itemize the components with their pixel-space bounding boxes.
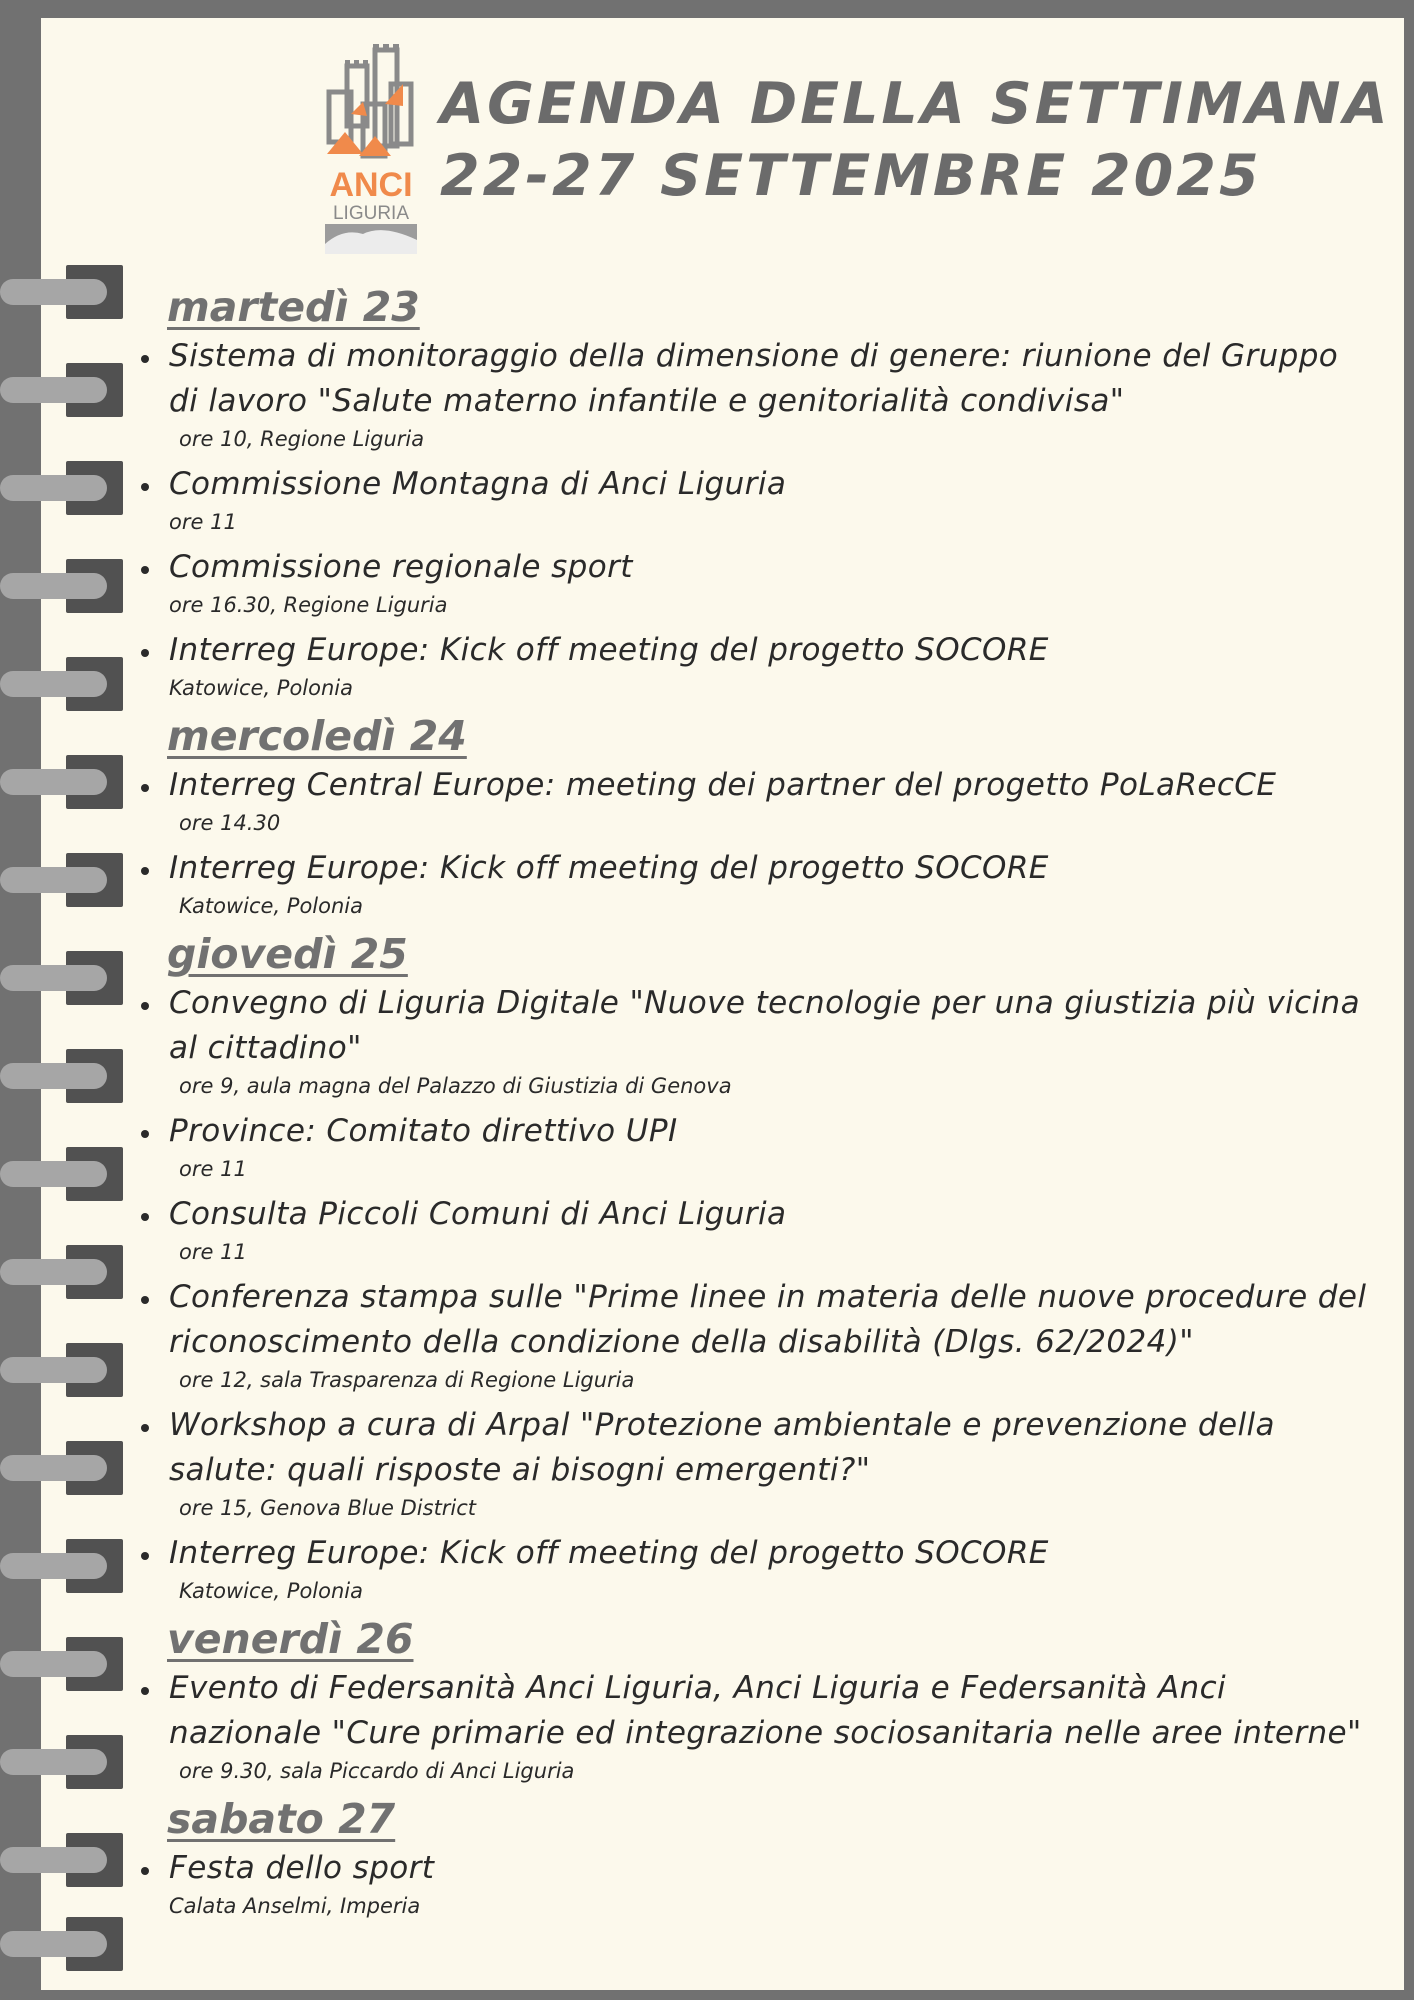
title-line-1: AGENDA DELLA SETTIMANA [440,71,1391,137]
ring-icon [0,851,125,909]
ring-icon [0,1243,125,1301]
ring-icon [0,949,125,1007]
day-section [135,929,1375,1606]
ring-icon [0,1733,125,1791]
event-list [135,1666,1375,1786]
event-detail: Calata Anselmi, Imperia [169,1894,421,1918]
ring-icon [0,753,125,811]
spiral-binding [0,0,130,2000]
day-heading: martedì 23 [167,283,420,331]
event-title: Consulta Piccoli Comuni di Anci Liguria [169,1196,787,1232]
event-detail: ore 14.30 [179,811,281,835]
list-item [135,1109,1375,1184]
event-detail: Katowice, Polonia [169,676,354,700]
ring-icon [0,655,125,713]
ring-icon [0,1831,125,1889]
ring-icon [0,557,125,615]
event-title: Evento di Federsanità Anci Liguria, Anci Liguria e Federsanità Anci nazionale "Cure primarie ed integrazione sociosanitaria nelle aree interne" [169,1670,1362,1751]
event-title: Interreg Europe: Kick off meeting del progetto SOCORE [169,1535,1049,1571]
event-detail: ore 9.30, sala Piccardo di Anci Liguria [179,1759,575,1783]
day-section [135,1794,1375,1921]
ring-icon [0,361,125,419]
day-section [135,1614,1375,1786]
event-detail: ore 11 [169,510,237,534]
event-list [135,334,1375,703]
event-title: Interreg Europe: Kick off meeting del progetto SOCORE [169,850,1049,886]
ring-icon [0,1635,125,1693]
day-heading: sabato 27 [167,1795,396,1843]
event-detail: ore 15, Genova Blue District [179,1496,477,1520]
event-detail: ore 9, aula magna del Palazzo di Giustizia di Genova [179,1074,732,1098]
day-heading: venerdì 26 [167,1615,414,1663]
ring-icon [0,1537,125,1595]
list-item [135,1192,1375,1267]
list-item [135,763,1375,838]
ring-icon [0,1439,125,1497]
svg-text:LIGURIA: LIGURIA [332,203,410,224]
ring-icon [0,263,125,321]
event-title: Sistema di monitoraggio della dimensione di genere: riunione del Gruppo di lavoro "Salute materno infantile e genitorialità condivisa" [169,338,1339,419]
day-heading: giovedì 25 [167,930,408,978]
page-title [440,68,1391,212]
event-detail: ore 12, sala Trasparenza di Regione Liguria [179,1368,635,1392]
list-item [135,334,1375,454]
event-title: Interreg Central Europe: meeting dei partner del progetto PoLaRecCE [169,767,1277,803]
list-item [135,1275,1375,1395]
event-title: Interreg Europe: Kick off meeting del progetto SOCORE [169,632,1049,668]
list-item [135,846,1375,921]
event-title: Convegno di Liguria Digitale "Nuove tecnologie per una giustizia più vicina al cittadino" [169,985,1361,1066]
event-title: Commissione Montagna di Anci Liguria [169,466,787,502]
day-section [135,711,1375,921]
event-title: Workshop a cura di Arpal "Protezione ambientale e prevenzione della salute: quali risposte ai bisogni emergenti?" [169,1407,1275,1488]
list-item [135,981,1375,1101]
ring-icon [0,1915,125,1973]
event-title: Commissione regionale sport [169,549,633,585]
event-title: Conferenza stampa sulle "Prime linee in materia delle nuove procedure del riconoscimento della condizione della disabilità (Dlgs. 62/2024)" [169,1279,1367,1360]
event-list [135,1846,1375,1921]
list-item [135,1846,1375,1921]
event-list [135,981,1375,1606]
agenda [135,278,1375,1929]
ring-icon [0,459,125,517]
title-line-2: 22-27 SETTEMBRE 2025 [440,143,1262,209]
list-item [135,545,1375,620]
list-item [135,462,1375,537]
svg-text:ANCI: ANCI [329,166,413,204]
event-title: Festa dello sport [169,1850,435,1886]
event-detail: ore 11 [179,1240,247,1264]
list-item [135,1531,1375,1606]
ring-icon [0,1145,125,1203]
event-detail: Katowice, Polonia [179,1579,364,1603]
event-detail: Katowice, Polonia [179,894,364,918]
ring-icon [0,1341,125,1399]
event-list [135,763,1375,921]
day-section [135,282,1375,703]
event-detail: ore 10, Regione Liguria [179,427,425,451]
list-item [135,1403,1375,1523]
day-heading: mercoledì 24 [167,712,467,760]
event-title: Province: Comitato direttivo UPI [169,1113,678,1149]
list-item [135,628,1375,703]
list-item [135,1666,1375,1786]
anci-liguria-logo [323,44,419,254]
event-detail: ore 16.30, Regione Liguria [169,593,448,617]
event-detail: ore 11 [179,1157,247,1181]
ring-icon [0,1047,125,1105]
